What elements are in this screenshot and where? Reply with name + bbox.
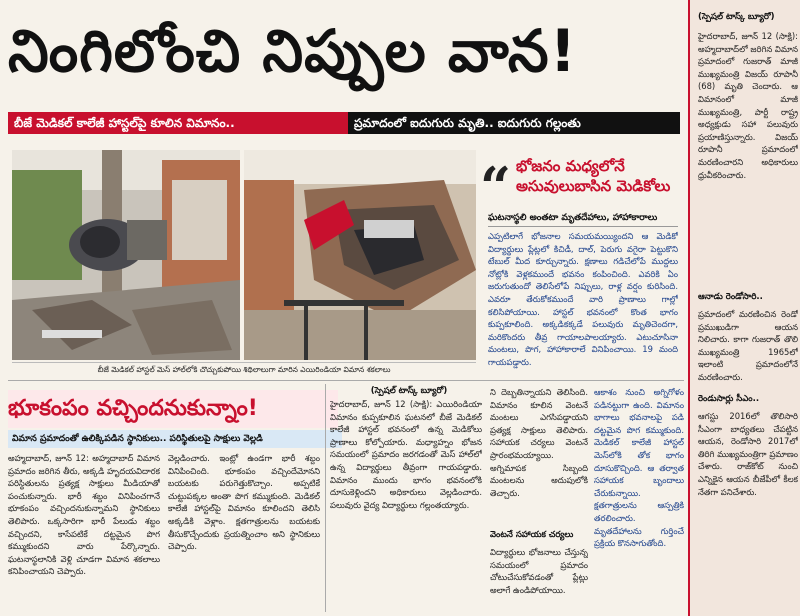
feature-body: ఎప్పటిలాగే భోజనాల సమయమయ్యిందని ఆ మెడికో విద్యార్థులు ప్లేట్లలో కిచిడీ, దాల్, పెరుగు వగైరా పెట్టుకొని టేబుల్ మీద కూర్చున్నారు. క్షణాలు గడిచేలోపే ముద్దలు నోట్లోకి వెళ్లకముందే భవనం కంపించింది. ఎవరికి ఏం జరుగుతుందో తెలిసేలోపే నిప్పులు, రాళ్ల వర్షం కురిసింది. ఎవరూ తేరుకోకముందే వారి ప్రాణాలు గాల్లో కలిసిపోయాయి. హాస్టల్ భవనంలో కొంత భాగం కుప్పకూలింది. అక్కడికక్కడే పలువురు మృతిచెందగా, మరికొందరు తీవ్ర గాయాలపాలయ్యారు. ఎటుచూసినా మంటలు, పొగ, హాహాకారాలే వినిపించాయి. 19 మంది గాయపడ్డారు.	[488, 231, 678, 367]
sidebar-byline: (స్పెషల్ టాస్క్ బ్యూరో)	[698, 12, 775, 22]
article-column-2: వెల్లడించారు. ఇంట్లో ఉండగా భారీ శబ్దం వినిపించింది. భూకంపం వచ్చిందేమోనని బయటకు పరుగెత్తుకొచ్చాం. అప్పటికే చుట్టుపక్కల అంతా పొగ కమ్ముకుంది. మెడికల్ కాలేజీ హాస్టల్‌పై విమానం కూలిందని తెలిసి అక్కడికి వెళ్లాం. క్షతగాత్రులను బయటకు తీసుకొచ్చేందుకు ప్రయత్నించాం అని స్థానికులు చెప్పారు.	[168, 453, 320, 552]
sidebar-subhead-1: ఆనాడు రెండోసారి..	[698, 292, 763, 302]
page-headline: నింగిలోంచి నిప్పుల వాన!	[8, 17, 578, 85]
crash-photo-left-image	[12, 150, 240, 360]
deck-left: బీజే మెడికల్ కాలేజీ హాస్టల్‌పై కూలిన విమానం..	[8, 112, 354, 134]
crash-photo-left	[12, 150, 240, 360]
section-divider	[8, 380, 684, 381]
sidebar-body-2: ప్రమాదంలో మరణించిన రెండో ప్రముఖుడిగా ఆయన నిలిచారు. కాగా గుజరాత్ తొలి ముఖ్యమంత్రి 1965లో ఇలాంటి ప్రమాదంలోనే మరణించారు.	[698, 309, 798, 382]
sidebar-body-1: హైదరాబాద్, జూన్ 12 (సాక్షి): అహ్మదాబాద్‌లో జరిగిన విమాన ప్రమాదంలో గుజరాత్ మాజీ ముఖ్యమంత్రి విజయ్ రూపానీ (68) మృతి చెందారు. ఆ విమానంలో మాజీ ముఖ్యమంత్రి, పార్టీ రాష్ట్ర అధ్యక్షుడు సహా పలువురు ప్రయాణిస్తున్నారు. విజయ్ రూపానీ ప్రమాదంలో మరణించారని అధికారులు ధ్రువీకరించారు.	[698, 31, 798, 180]
crash-photo-right-image	[244, 150, 476, 360]
column-divider	[325, 384, 326, 612]
sidebar-body-3: ఆగస్టు 2016లో తొలిసారి సీఎంగా బాధ్యతలు చేపట్టిన ఆయన, రెండోసారి 2017లో తిరిగి ముఖ్యమంత్రిగా ప్రమాణం చేశారు. రాజ్‌కోట్ నుంచి ఎన్నికైన ఆయన బీజేపీలో కీలక నేతగా పనిచేశారు.	[698, 411, 798, 497]
article-column-4: ని దెబ్బతిన్నాయని తెలిసింది. విమానం కూలిన వెంటనే మంటలు ఎగసిపడ్డాయని ప్రత్యక్ష సాక్షులు తెలిపారు. సహాయక చర్యలు వెంటనే ప్రారంభమయ్యాయి. అగ్నిమాపక సిబ్బంది మంటలను అదుపులోకి తెచ్చారు.	[490, 387, 588, 498]
article-column-3: హైదరాబాద్, జూన్ 12 (సాక్షి): ఎయిరిండియా విమానం కుప్పకూలిన ఘటనలో బీజే మెడికల్ కాలేజీ హాస్టల్ భవనంలో ఉన్న మెడికోలు ప్రాణాలు కోల్పోయారు. మధ్యాహ్నం భోజన సమయంలో ప్రమాదం జరగడంతో మెస్ హాల్‌లో ఉన్న విద్యార్థులు తీవ్రంగా గాయపడ్డారు. విమానం ముందు భాగం భవనంలోకి దూసుకెళ్లిందని అధికారులు వెల్లడించారు. పలువురు వైద్య విద్యార్థులు గల్లంతయ్యారు.	[330, 399, 482, 510]
feature-subhead: భోజనం మధ్యలోనే అసువులుబాసిన మెడికోలు	[516, 157, 671, 195]
article-column-1: అహ్మదాబాద్, జూన్ 12: అహ్మదాబాద్ విమాన ప్రమాదం జరిగిన తీరు, అక్కడి హృదయవిదారక పరిస్థితులను ప్రత్యక్ష సాక్షులు మీడియాతో పంచుకున్నారు. భారీ శబ్దం వినిపించగానే భూకంపం వచ్చిందనుకున్నామని స్థానికులు తెలిపారు. ఒక్కసారిగా భారీ పేలుడు శబ్దం వచ్చిందని, కాసేపటికే దట్టమైన పొగ కమ్ముకుందని వారు పేర్కొన్నారు. ఘటనాస్థలానికి వెళ్లి చూడగా విమాన శకలాలు కనిపించాయని చెప్పారు.	[8, 453, 160, 577]
article-column-4b: విద్యార్థులు భోజనాలు చేస్తున్న సమయంలో ప్రమాదం చోటుచేసుకోవడంతో ప్లేట్లు అలాగే ఉండిపోయాయి.	[490, 547, 588, 595]
section2-deck: విమాన ప్రమాదంతో ఉలిక్కిపడిన స్థానికులు.. పరిస్థితులపై సాక్షులు వెల్లడి	[8, 430, 342, 448]
deck-right: ప్రమాదంలో ఐదుగురు మృతి.. ఐదుగురు గల్లంతు	[348, 112, 680, 134]
feature-tagline: ఘటనాస్థలి అంతటా మృతదేహాలు, హాహాకారాలు	[488, 210, 678, 227]
column3-byline: (స్పెషల్ టాస్క్ బ్యూరో)	[370, 386, 448, 396]
crash-photo-right	[244, 150, 476, 360]
photo-caption: బీజే మెడికల్ హాస్టల్ మెస్ హాల్‌లోకి చొచ్చుకుపోయి శిథిలాలుగా మారిన ఎయిరిండియా విమాన శకలాలు	[12, 362, 476, 377]
quote-mark: “	[480, 155, 512, 219]
article-column-5: ఆకాశం నుంచి అగ్నిగోళం పడినట్టుగా ఉంది. విమానం భాగాలు భవనాలపై పడి దట్టమైన పొగ కమ్ముకుంది. మెడికల్ కాలేజీ హాస్టల్ మెస్‌లోకి తోక భాగం దూసుకొచ్చింది. ఆ తర్వాత సహాయక బృందాలు చేరుకున్నాయి. క్షతగాత్రులను ఆస్పత్రికి తరలించారు. మృతదేహాలను గుర్తించే ప్రక్రియ కొనసాగుతోంది.	[594, 387, 684, 549]
column4-subhead: వెంటనే సహాయక చర్యలు	[490, 530, 574, 540]
section2-headline: భూకంపం వచ్చిందనుకున్నాం!	[8, 390, 338, 428]
sidebar-subhead-2: రెండుసార్లు సీఎం..	[698, 394, 760, 404]
